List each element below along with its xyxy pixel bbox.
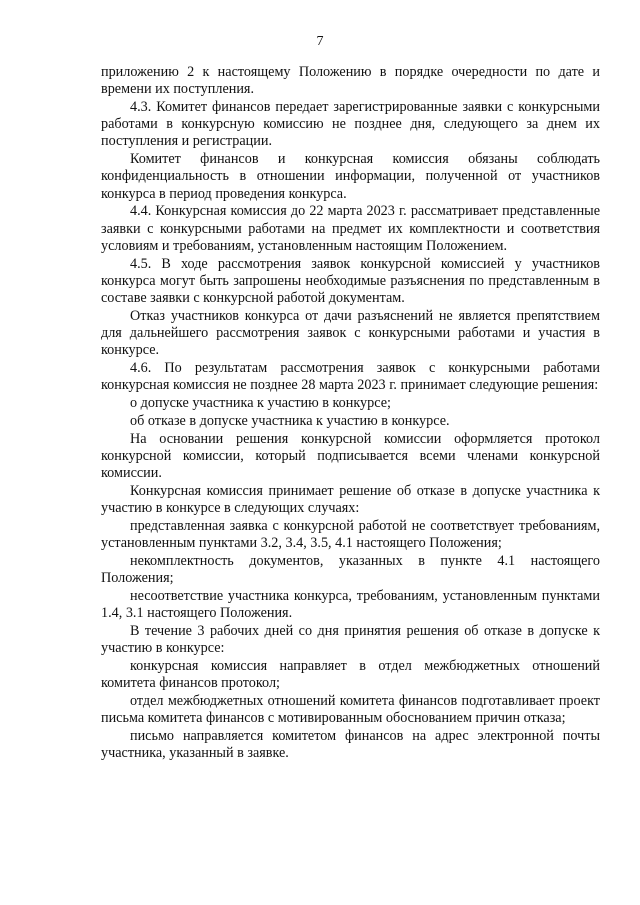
document-body <box>101 64 600 762</box>
paragraph: 4.6. По результатам рассмотрения заявок с конкурсными работами конкурсная комиссия не позднее 28 марта 2023 г. принимает следующие решения: <box>101 360 600 394</box>
list-item: некомплектность документов, указанных в пункте 4.1 настоящего Положения; <box>101 552 600 587</box>
list-item: письмо направляется комитетом финансов на адрес электронной почты участника, указанный в заявке. <box>101 727 600 762</box>
paragraph: Комитет финансов и конкурсная комиссия обязаны соблюдать конфиденциальность в отношении информации, полученной от участников конкурса в период проведения конкурса. <box>101 151 600 202</box>
list-item: о допуске участника к участию в конкурсе; <box>130 395 391 412</box>
paragraph: 4.5. В ходе рассмотрения заявок конкурсной комиссией у участников конкурса могут быть запрошены необходимые разъяснения по представленным в составе заявки с конкурсной работой документам. <box>101 255 600 307</box>
paragraph: Отказ участников конкурса от дачи разъяснений не является препятствием для дальнейшего рассмотрения заявок с конкурсными работами и участия в конкурсе. <box>101 307 600 359</box>
list-item: конкурсная комиссия направляет в отдел межбюджетных отношений комитета финансов протокол; <box>101 657 600 692</box>
list-item: об отказе в допуске участника к участию в конкурсе. <box>130 412 450 429</box>
list-item: отдел межбюджетных отношений комитета финансов подготавливает проект письма комитета финансов с мотивированным обоснованием причин отказа; <box>101 692 600 727</box>
list-item: несоответствие участника конкурса, требованиям, установленным пунктами 1.4, 3.1 настоящего Положения. <box>101 587 600 622</box>
list-item: представленная заявка с конкурсной работой не соответствует требованиям, установленным пунктами 3.2, 3.4, 3.5, 4.1 настоящего Положения; <box>101 517 600 552</box>
paragraph: На основании решения конкурсной комиссии оформляется протокол конкурсной комиссии, который подписывается всеми членами конкурсной комиссии. <box>101 430 600 482</box>
paragraph: приложению 2 к настоящему Положению в порядке очередности по дате и времени их поступления. <box>101 64 600 98</box>
paragraph: 4.3. Комитет финансов передает зарегистрированные заявки с конкурсными работами в конкурсную комиссию не позднее дня, следующего за днем их поступления и регистрации. <box>101 99 600 150</box>
paragraph: Конкурсная комиссия принимает решение об отказе в допуске участника к участию в конкурсе в следующих случаях: <box>101 482 600 517</box>
paragraph: 4.4. Конкурсная комиссия до 22 марта 2023 г. рассматривает представленные заявки с конкурсными работами на предмет их комплектности и соответствия условиям и требованиям, установленным настоящим Положением. <box>101 203 600 254</box>
page-number: 7 <box>316 34 324 49</box>
paragraph: В течение 3 рабочих дней со дня принятия решения об отказе в допуске к участию в конкурсе: <box>101 622 600 657</box>
